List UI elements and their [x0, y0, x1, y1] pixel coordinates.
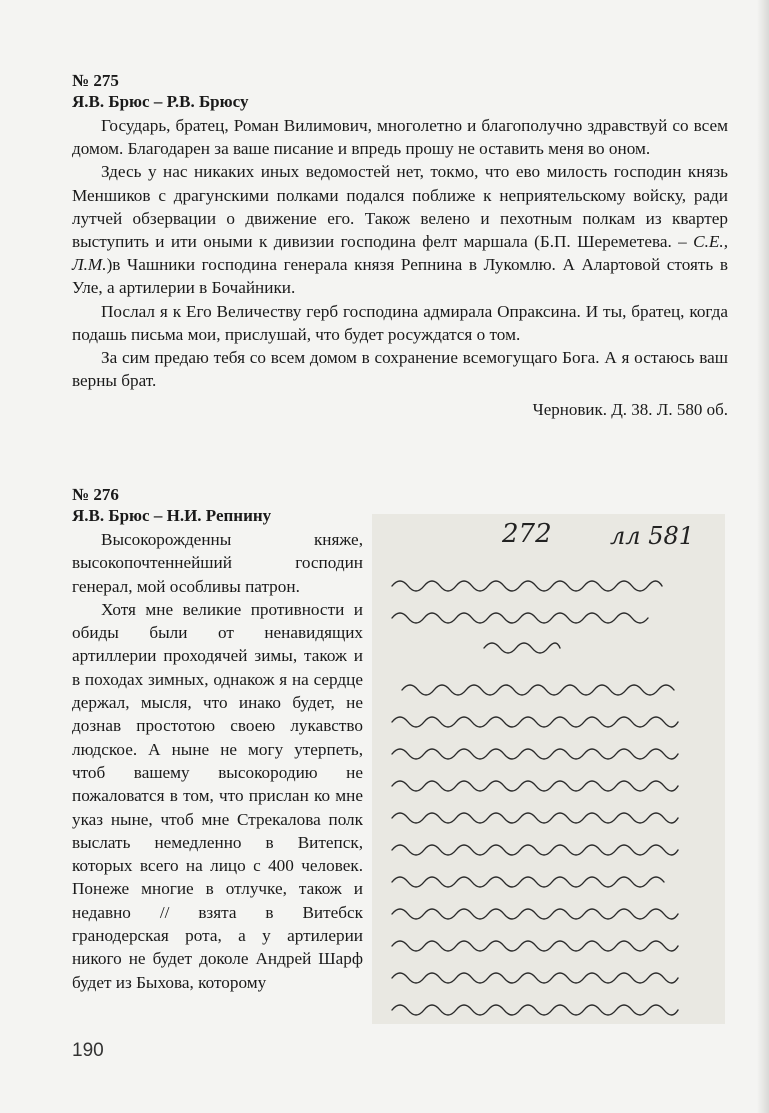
doc-275-paragraph-2-tail: )в Чашники господина генерала князя Репнина в Лукомлю. А Алартовой стоять в Уле, а артилерии в Бочайники. [72, 255, 728, 298]
doc-275-editors: С.Е., Л.М. [72, 232, 728, 275]
page-number: 190 [72, 1040, 104, 1061]
doc-275-paragraph-2-main: Здесь у нас никаких иных ведомостей нет, токмо, что ево милость господин князь Меншиков с драгунскими полками подался поближе к неприятельскому войску, ради лутчей обзервации о движение его. Також велено и пехотным полкам из квартер выступить и ити оными к дивизии господина фелт маршала (Б.П. Шереметева. – [72, 162, 728, 252]
doc-275-source: Черновик. Д. 38. Л. 580 об. [532, 400, 728, 420]
page-gutter-shadow [757, 0, 769, 1113]
manuscript-folio: лл 581 [610, 522, 694, 550]
doc-275-paragraph-4: За сим предаю тебя со всем домом в сохранение всемогущаго Бога. А я остаюсь ваш верны брат. [72, 348, 728, 391]
doc-275-paragraph-2 [72, 160, 728, 299]
document-275 [72, 70, 728, 421]
doc-275-number: № 275 [72, 71, 119, 90]
doc-276-paragraph-2: Хотя мне великие противности и обиды были от ненавидящих артиллерии проходячей зимы, також и в походах зимных, однакож я на сердце держал, мысля, что инако будет, не дознав простотою своею лукавство людское. А ныне не могу утерпеть, чтоб вашему высокородию не пожаловатся в том, что прислан ко мне указ ныне, чтоб мне Стрекалова полк выслать немедленно в Витепск, которых всего на лицо с 400 человек. Понеже многие в отлучке, також и недавно // взята в Витебск гранодерская рота, а у артилерии никого не будет доколе Андрей Шарф будет из Быхова, которому [72, 599, 363, 992]
doc-276-text-column [72, 528, 363, 994]
handwriting-image [372, 514, 725, 1024]
doc-276-paragraph-1: Высокорожденны княже, высокопочтеннейший господин генерал, мой особливы патрон. [72, 530, 363, 596]
doc-275-paragraph-3: Послал я к Его Величеству герб господина адмирала Опраксина. И ты, братец, когда подашь письма мои, прислушай, что будет росуждатся о том. [72, 301, 728, 344]
doc-276-number: № 276 [72, 485, 119, 504]
doc-275-paragraph-1: Государь, братец, Роман Вилимович, многолетно и благополучно здравствуй со всем домом. Благодарен за ваше писание и впредь прошу не оставить меня во оном. [72, 116, 728, 159]
doc-276-heading: Я.В. Брюс – Н.И. Репнину [72, 506, 272, 525]
manuscript-number: 272 [502, 519, 552, 549]
manuscript-facsimile [372, 514, 725, 1024]
doc-275-heading: Я.В. Брюс – Р.В. Брюсу [72, 92, 249, 111]
